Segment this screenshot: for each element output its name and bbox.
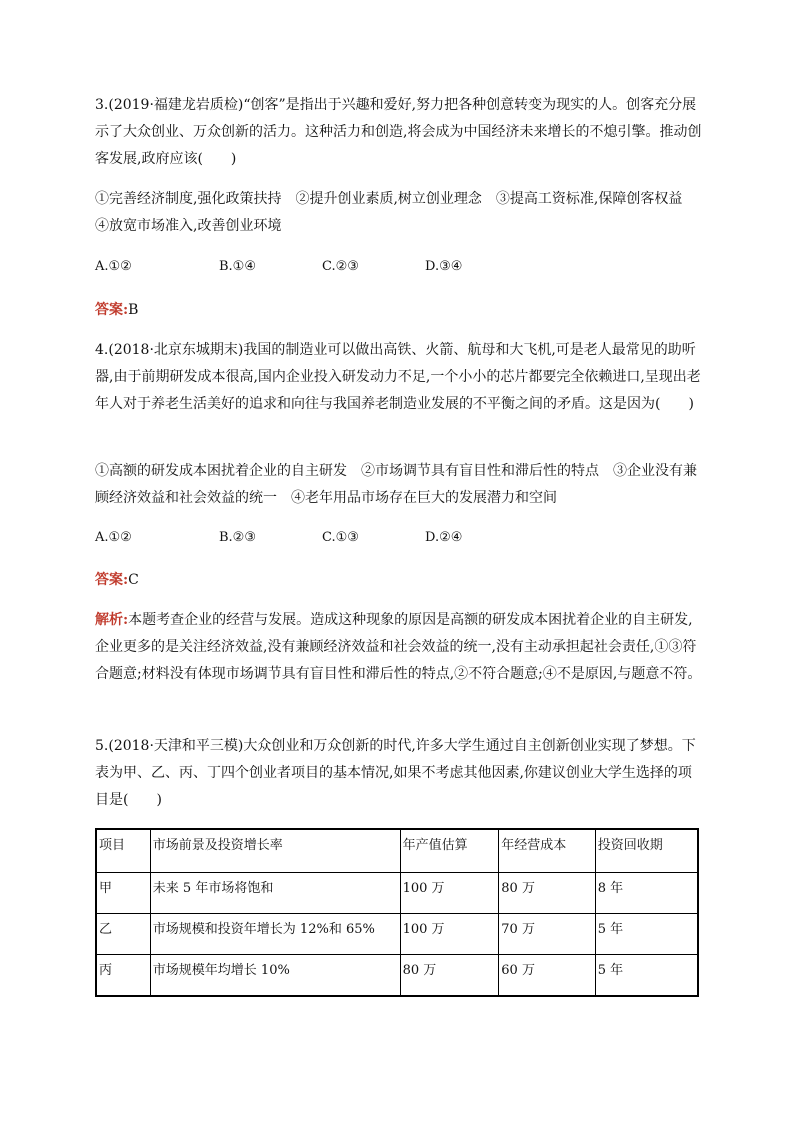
table-cell: 市场规模年均增长 10%	[150, 955, 400, 997]
table-cell: 5 年	[595, 955, 698, 997]
question-3-statements: ①完善经济制度,强化政策扶持 ②提升创业素质,树立创业理念 ③提高工资标准,保障创客权益 ④放宽市场准入,改善创业环境	[95, 191, 697, 234]
table-header-cell: 项目	[96, 829, 150, 873]
question-4-answer	[95, 570, 139, 590]
table-header-cell: 年经营成本	[499, 829, 596, 873]
table-cell: 60 万	[499, 955, 596, 997]
table-cell: 市场规模和投资年增长为 12%和 65%	[150, 914, 400, 955]
question-4-stem: 4.(2018·北京东城期末)我国的制造业可以做出高铁、火箭、航母和大飞机,可是老人最常见的助听器,由于前期研发成本很高,国内企业投入研发动力不足,一个小小的芯片都要完全依赖进口,呈现出老年人对于养老生活美好的追求和向往与我国养老制造业发展的不平衡之间的矛盾。这是因为( )	[95, 342, 701, 412]
question-3-answer	[95, 300, 138, 320]
choice-b: B.②③	[219, 530, 256, 545]
question-5-stem: 5.(2018·天津和平三模)大众创业和万众创新的时代,许多大学生通过自主创新创业实现了梦想。下表为甲、乙、丙、丁四个创业者项目的基本情况,如果不考虑其他因素,你建议创业大学生选择的项目是( )	[95, 738, 696, 808]
choice-d: D.③④	[425, 259, 463, 274]
table-cell: 甲	[96, 873, 150, 914]
table-cell: 丙	[96, 955, 150, 997]
table-cell: 5 年	[595, 914, 698, 955]
question-4-statements: ①高额的研发成本困扰着企业的自主研发 ②市场调节具有盲目性和滞后性的特点 ③企业没有兼顾经济效益和社会效益的统一 ④老年用品市场存在巨大的发展潜力和空间	[95, 463, 697, 506]
table-row	[96, 914, 698, 955]
question-4-explanation	[95, 607, 705, 688]
answer-value: B	[128, 302, 139, 318]
table-cell: 未来 5 年市场将饱和	[150, 873, 400, 914]
choice-a: A.①②	[95, 530, 132, 545]
answer-label: 答案:	[95, 302, 129, 318]
explanation-text: 本题考查企业的经营与发展。造成这种现象的原因是高额的研发成本困扰着企业的自主研发,企业更多的是关注经济效益,没有兼顾经济效益和社会效益的统一,没有主动承担起社会责任,①③符合题意;材料没有体现市场调节具有盲目性和滞后性的特点,②不符合题意;④不是原因,与题意不符。	[95, 612, 702, 682]
table-cell: 8 年	[595, 873, 698, 914]
table-cell: 80 万	[400, 955, 499, 997]
choice-d: D.②④	[425, 530, 463, 545]
choice-b: B.①④	[219, 259, 256, 274]
choice-a: A.①②	[95, 259, 132, 274]
table-row	[96, 873, 698, 914]
table-cell: 100 万	[400, 914, 499, 955]
table-header-cell: 投资回收期	[595, 829, 698, 873]
answer-value: C	[128, 572, 139, 588]
question-3-stem: 3.(2019·福建龙岩质检)“创客”是指出于兴趣和爱好,努力把各种创意转变为现实的人。创客充分展示了大众创业、万众创新的活力。这种活力和创造,将会成为中国经济未来增长的不熄引擎。推动创客发展,政府应该( )	[95, 97, 702, 167]
explanation-label: 解析:	[95, 612, 129, 628]
choice-c: C.①③	[322, 530, 359, 545]
table-header-cell: 年产值估算	[400, 829, 499, 873]
table-cell: 乙	[96, 914, 150, 955]
table-header-row	[96, 829, 698, 873]
project-table	[95, 828, 699, 997]
table-cell: 80 万	[499, 873, 596, 914]
answer-label: 答案:	[95, 572, 129, 588]
choice-c: C.②③	[322, 259, 359, 274]
table-cell: 70 万	[499, 914, 596, 955]
table-row	[96, 955, 698, 997]
table-header-cell: 市场前景及投资增长率	[150, 829, 400, 873]
table-cell: 100 万	[400, 873, 499, 914]
